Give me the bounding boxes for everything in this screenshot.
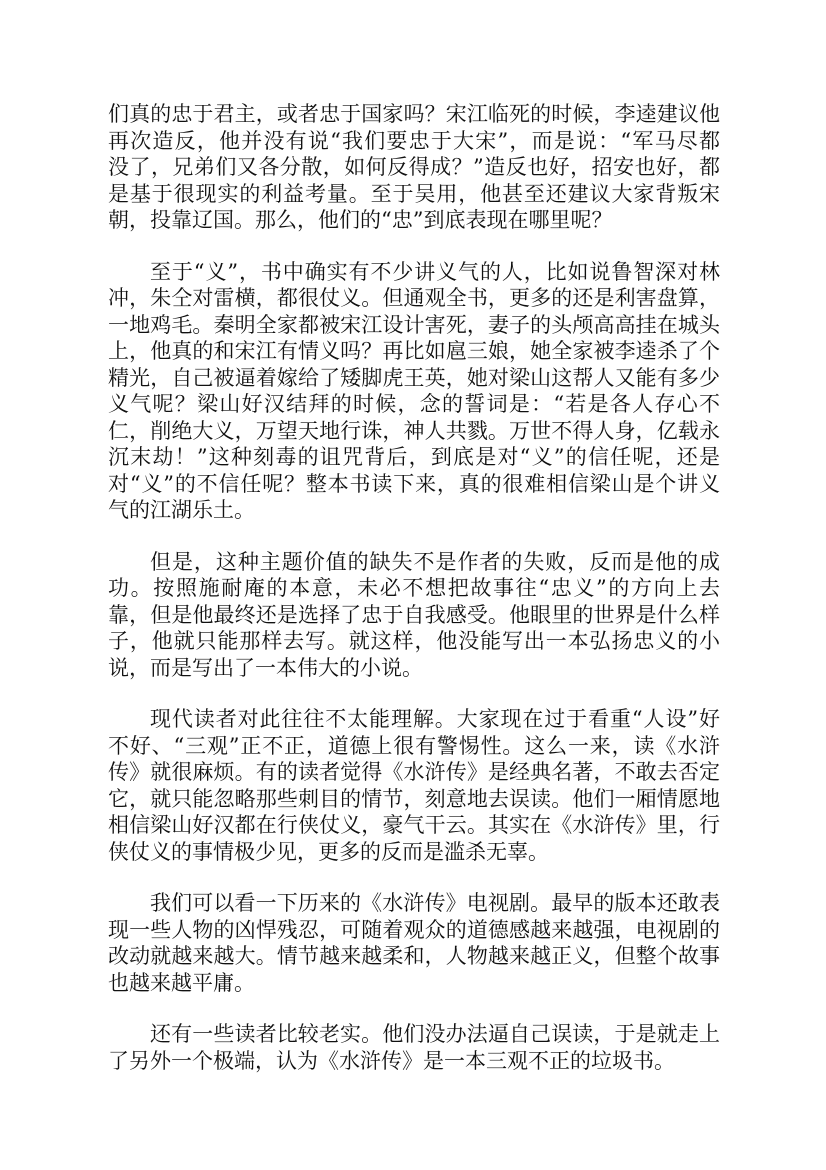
text-line: 改动就越来越大。情节越来越柔和，人物越来越正义，但整个故事 (108, 944, 720, 968)
text-line: 至于“义”，书中确实有不少讲义气的人，比如说鲁智深对林 (150, 259, 720, 284)
paragraph-2 (108, 259, 720, 524)
text-line: 一地鸡毛。秦明全家都被宋江设计害死，妻子的头颅高高挂在城头 (108, 312, 720, 337)
text-line: 没了，兄弟们又各分散，如何反得成？”造反也好，招安也好，都 (108, 155, 720, 179)
text-line: 现一些人物的凶悍残忍，可随着观众的道德感越来越强，电视剧的 (108, 917, 720, 942)
text-line: 再次造反，他并没有说“我们要忠于大宋”，而是说：“军马尽都 (108, 128, 720, 153)
text-line: 还有一些读者比较老实。他们没办法逼自己误读，于是就走上 (150, 1022, 720, 1046)
text-line: 对“义”的不信任呢？整本书读下来，真的很难相信梁山是个讲义 (108, 471, 720, 496)
text-line: 传》就很麻烦。有的读者觉得《水浒传》是经典名著，不敢去否定 (108, 760, 720, 784)
text-line: 沉末劫！”这种刻毒的诅咒背后，到底是对“义”的信任呢，还是 (108, 445, 720, 469)
text-line: 不好、“三观”正不正，道德上很有警惕性。这么一来，读《水浒 (108, 733, 720, 758)
text-line: 气的江湖乐土。 (108, 498, 255, 522)
paragraph-6 (108, 1021, 720, 1074)
text-line: 靠，但是他最终还是选择了忠于自我感受。他眼里的世界是什么样 (108, 602, 720, 627)
text-line: 它，就只能忽略那些刺目的情节，刻意地去误读。他们一厢情愿地 (108, 786, 720, 811)
text-line: 义气呢？梁山好汉结拜的时候，念的誓词是：“若是各人存心不 (108, 392, 720, 416)
paragraph-3 (108, 549, 720, 682)
text-line: 上，他真的和宋江有情义吗？再比如扈三娘，她全家被李逵杀了个 (108, 339, 720, 363)
text-line: 仁，削绝大义，万望天地行诛，神人共戮。万世不得人身，亿载永 (108, 418, 720, 443)
paragraph-5 (108, 890, 720, 996)
text-line: 现代读者对此往往不太能理解。大家现在过于看重“人设”好 (150, 707, 720, 731)
text-line: 精光，自己被逼着嫁给了矮脚虎王英，她对梁山这帮人又能有多少 (108, 365, 720, 390)
text-line: 了另外一个极端，认为《水浒传》是一本三观不正的垃圾书。 (108, 1048, 675, 1073)
paragraph-4 (108, 706, 720, 865)
text-line: 侠仗义的事情极少见，更多的反而是滥杀无辜。 (108, 839, 549, 864)
text-line: 说，而是写出了一本伟大的小说。 (108, 655, 423, 680)
text-line: 但是，这种主题价值的缺失不是作者的失败，反而是他的成 (150, 549, 720, 574)
text-line: 冲，朱仝对雷横，都很仗义。但通观全书，更多的还是利害盘算， (108, 286, 720, 310)
text-line: 子，他就只能那样去写。就这样，他没能写出一本弘扬忠义的小 (108, 629, 720, 653)
text-line: 是基于很现实的利益考量。至于吴用，他甚至还建议大家背叛宋 (108, 181, 720, 206)
text-line: 也越来越平庸。 (108, 970, 255, 995)
paragraph-1 (108, 101, 720, 234)
text-line: 相信梁山好汉都在行侠仗义，豪气干云。其实在《水浒传》里，行 (108, 813, 720, 837)
document-page (108, 101, 720, 1099)
text-line: 功。按照施耐庵的本意，未必不想把故事往“忠义”的方向上去 (108, 576, 720, 600)
text-line: 我们可以看一下历来的《水浒传》电视剧。最早的版本还敢表 (150, 891, 720, 915)
text-line: 们真的忠于君主，或者忠于国家吗？宋江临死的时候，李逵建议他 (108, 102, 720, 126)
text-line: 朝，投靠辽国。那么，他们的“忠”到底表现在哪里呢？ (108, 208, 613, 232)
